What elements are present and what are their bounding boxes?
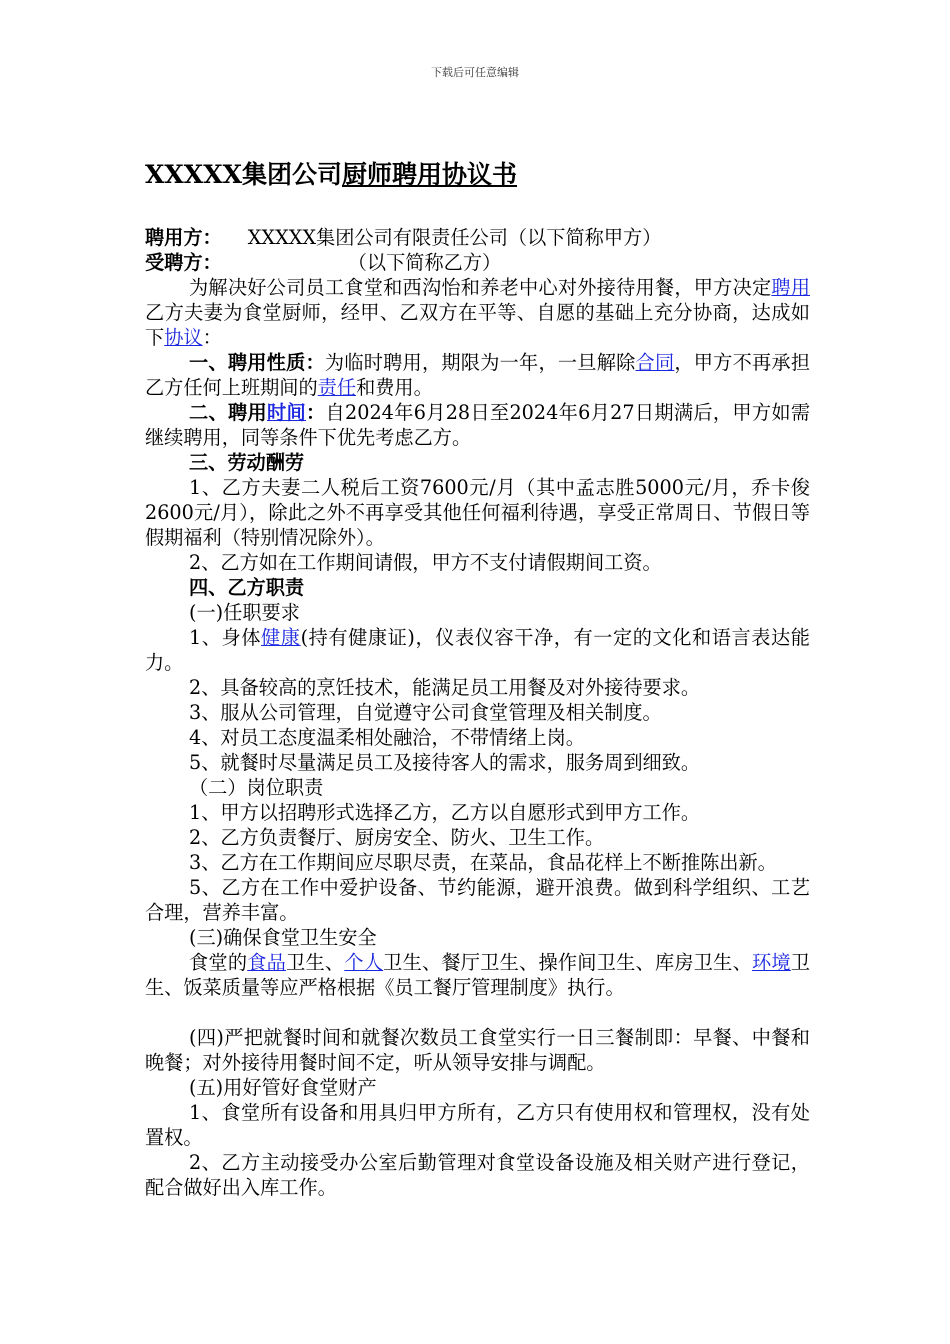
intro-text-2: 乙方夫妻为食堂厨师，经甲、乙双方在平等、自愿的基础上充分协商，达成如下	[145, 301, 810, 349]
hygiene-text-1: 食堂的	[189, 951, 248, 974]
section-1-text-2: ，甲方不再承担乙方任何上班期间的	[145, 351, 811, 399]
link-environment[interactable]: 环境	[752, 951, 791, 974]
requirement-item-1	[145, 625, 810, 675]
title-company: XXXXX集团公司	[145, 160, 342, 189]
document-title	[145, 157, 517, 193]
link-food[interactable]: 食品	[247, 951, 287, 974]
section-2-heading: 二、聘用	[189, 401, 268, 424]
employee-label: 受聘方：	[145, 251, 222, 274]
duty-item-3: 3、乙方在工作期间应尽职尽责，在菜品，食品花样上不断推陈出新。	[189, 851, 777, 874]
section-1-heading: 一、聘用性质：	[189, 351, 325, 374]
requirement-item-2: 2、具备较高的烹饪技术，能满足员工用餐及对外接待要求。	[189, 676, 701, 699]
duty-item-2: 2、乙方负责餐厅、厨房安全、防火、卫生工作。	[189, 826, 605, 849]
section-1-text-3: 和费用。	[356, 376, 433, 399]
employer-value: XXXXX集团公司有限责任公司（以下简称甲方）	[247, 226, 662, 249]
title-agreement: 厨师聘用协议书	[342, 160, 518, 189]
subsection-4-paragraph: (四)严把就餐时间和就餐次数员工食堂实行一日三餐制即：早餐、中餐和晚餐；对外接待用餐时间不定，听从领导安排与调配。	[145, 1026, 810, 1074]
property-item-1: 1、食堂所有设备和用具归甲方所有，乙方只有使用权和管理权，没有处置权。	[145, 1101, 810, 1149]
subsection-3-title: (三)确保食堂卫生安全	[189, 926, 377, 949]
requirement-item-3: 3、服从公司管理，自觉遵守公司食堂管理及相关制度。	[189, 701, 662, 724]
section-3-item-2: 2、乙方如在工作期间请假，甲方不支付请假期间工资。	[189, 551, 662, 574]
section-1-paragraph	[145, 350, 810, 400]
section-1-text-1: 为临时聘用，期限为一年，一旦解除	[324, 351, 636, 374]
property-item-2: 2、乙方主动接受办公室后勤管理对食堂设备设施及相关财产进行登记，配合做好出入库工作。	[145, 1151, 810, 1199]
requirement-item-5: 5、就餐时尽量满足员工及接待客人的需求，服务周到细致。	[189, 751, 701, 774]
requirement-1-text-1: 1、身体	[189, 626, 262, 649]
subsection-5-title: (五)用好管好食堂财产	[189, 1076, 377, 1099]
intro-paragraph	[145, 275, 810, 350]
link-time[interactable]: 时间	[267, 401, 307, 424]
section-3-heading: 三、劳动酬劳	[189, 451, 305, 474]
section-3-item-1: 1、乙方夫妻二人税后工资7600元/月（其中孟志胜5000元/月，乔卡俊2600元/月），除此之外不再享受其他任何福利待遇，享受正常周日、节假日等假期福利（特别情况除外）。	[145, 476, 810, 549]
document-body	[145, 225, 810, 1200]
link-personal[interactable]: 个人	[344, 951, 384, 974]
intro-text-1: 为解决好公司员工食堂和西沟怡和养老中心对外接待用餐，甲方决定	[189, 276, 772, 299]
subsection-2-title: （二）岗位职责	[189, 776, 324, 799]
link-agreement[interactable]: 协议	[164, 326, 203, 349]
duty-item-1: 1、甲方以招聘形式选择乙方，乙方以自愿形式到甲方工作。	[189, 801, 701, 824]
section-2-colon: ：	[306, 401, 326, 424]
intro-text-3: ：	[202, 326, 222, 349]
hygiene-text-3: 卫生、餐厅卫生、操作间卫生、库房卫生、	[383, 951, 753, 974]
requirement-1-text-2: (持有健康证)，仪表仪容干净，有一定的文化和语言表达能力。	[145, 626, 810, 674]
section-2-text: 自2024年6月28日至2024年6月27日期满后，甲方如需继续聘用，同等条件下优先考虑乙方。	[145, 401, 811, 449]
employee-line	[145, 250, 810, 275]
hygiene-paragraph	[145, 950, 810, 1000]
employer-label: 聘用方：	[145, 226, 222, 249]
page-header-note: 下载后可任意编辑	[431, 66, 519, 79]
section-2-paragraph	[145, 400, 810, 450]
link-contract[interactable]: 合同	[635, 351, 675, 374]
link-health[interactable]: 健康	[261, 626, 301, 649]
employer-line	[145, 225, 810, 250]
blank-line	[145, 1000, 810, 1025]
hygiene-text-2: 卫生、	[286, 951, 345, 974]
section-4-heading: 四、乙方职责	[189, 576, 305, 599]
requirement-item-4: 4、对员工态度温柔相处融洽，不带情绪上岗。	[189, 726, 585, 749]
subsection-1-title: (一)任职要求	[189, 601, 300, 624]
link-responsibility[interactable]: 责任	[317, 376, 357, 399]
hygiene-text-4: 卫生、饭菜质量等应严格根据《员工餐厅管理制度》执行。	[145, 951, 811, 999]
duty-item-5: 5、乙方在工作中爱护设备、节约能源，避开浪费。做到科学组织、工艺合理，营养丰富。	[145, 876, 810, 924]
link-employ[interactable]: 聘用	[771, 276, 811, 299]
employee-value: （以下简称乙方）	[347, 251, 502, 274]
